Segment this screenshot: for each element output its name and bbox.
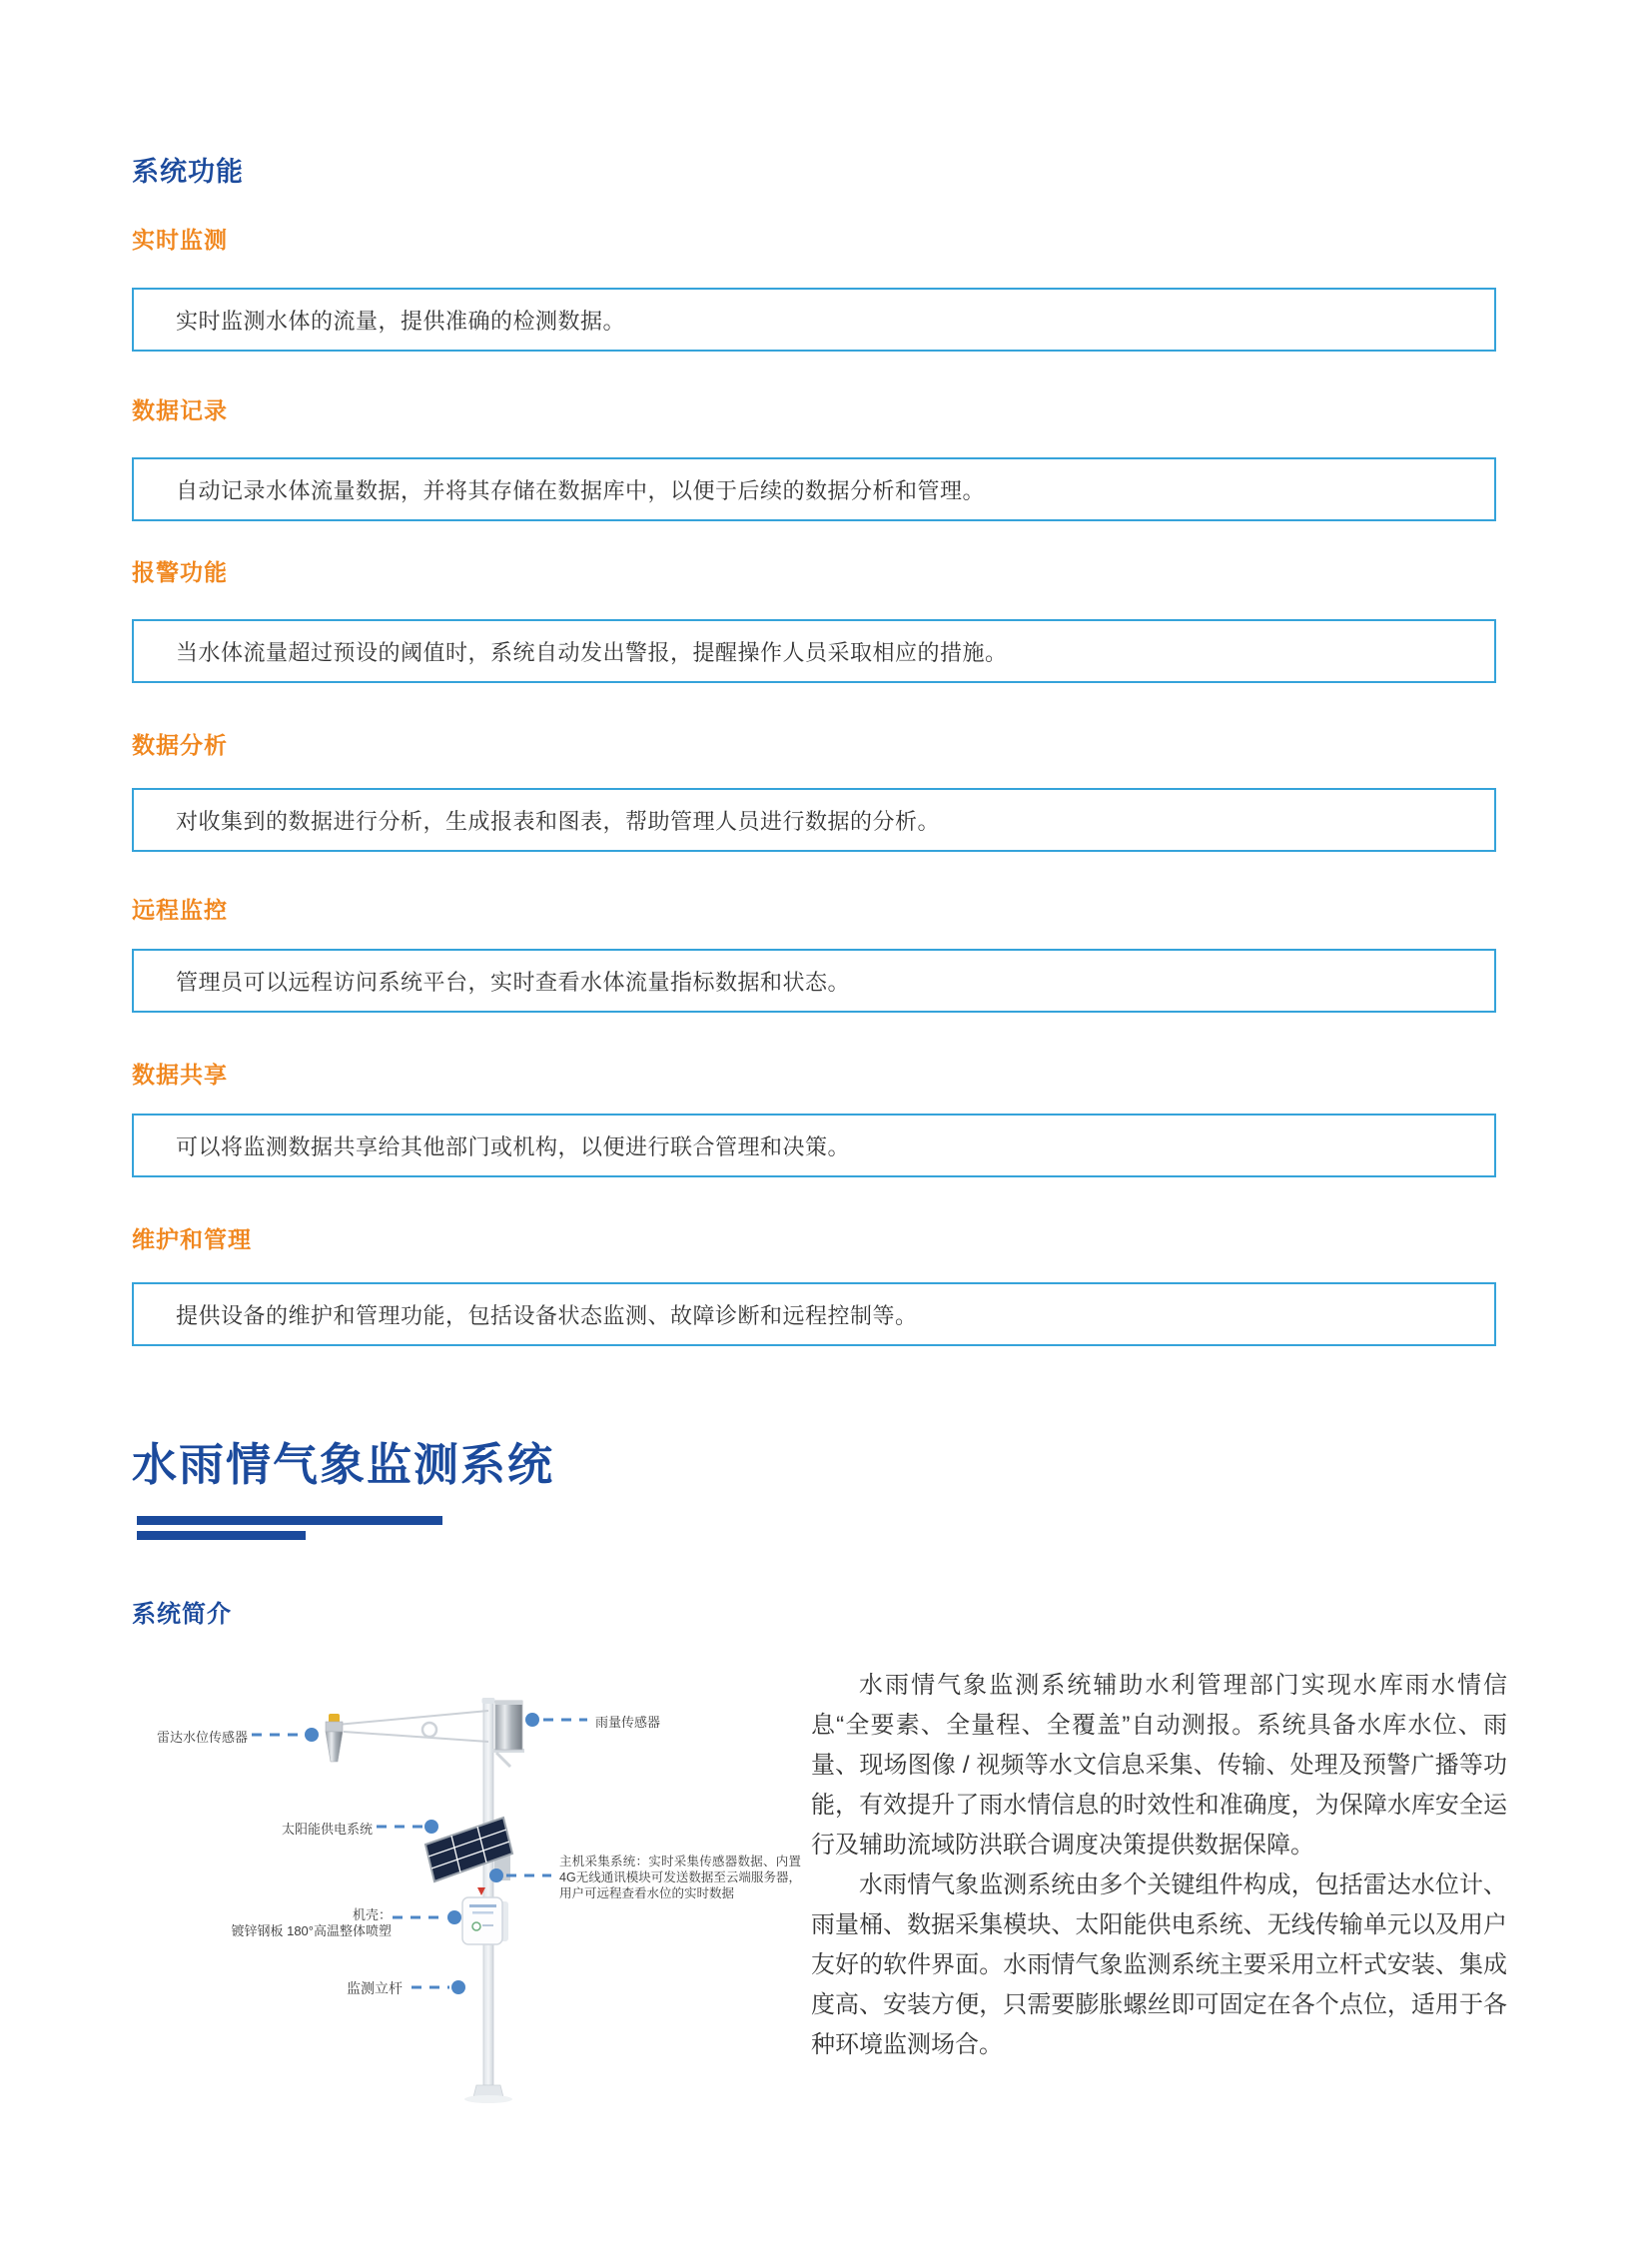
feature-heading-recording: 数据记录 xyxy=(132,397,228,423)
feature-heading-analysis: 数据分析 xyxy=(132,732,228,758)
intro-text-block xyxy=(811,1666,1507,2065)
label-solar-system: 太阳能供电系统 xyxy=(282,1822,374,1837)
feature-text: 对收集到的数据进行分析，生成报表和图表，帮助管理人员进行数据的分析。 xyxy=(176,808,941,834)
feature-text: 可以将监测数据共享给其他部门或机构，以便进行联合管理和决策。 xyxy=(176,1133,851,1159)
intro-paragraph-1: 水雨情气象监测系统辅助水利管理部门实现水库雨水情信息“全要素、全量程、全覆盖”自动测报。系统具备水库水位、雨量、现场图像 / 视频等水文信息采集、传输、处理及预警广播等功能，有效提升了雨水情信息的时效性和准确度，为保障水库安全运行及辅助流域防洪联合调度决策提供数据保障。 xyxy=(811,1672,1507,1859)
feature-text: 提供设备的维护和管理功能，包括设备状态监测、故障诊断和远程控制等。 xyxy=(176,1302,918,1328)
feature-box-alarm xyxy=(132,619,1496,683)
label-enclosure-line2: 镀锌钢板 180°高温整体喷塑 xyxy=(231,1923,392,1938)
feature-heading-maintenance: 维护和管理 xyxy=(132,1226,252,1252)
label-enclosure-line1: 机壳： xyxy=(352,1907,392,1922)
feature-box-remote xyxy=(132,949,1496,1013)
callout-lines xyxy=(252,1720,587,1987)
title-underline-long xyxy=(137,1516,442,1525)
feature-heading-sharing: 数据共享 xyxy=(132,1062,228,1088)
intro-heading: 系统简介 xyxy=(132,1601,232,1628)
label-rain-sensor: 雨量传感器 xyxy=(595,1715,661,1730)
arm-graphic xyxy=(337,1711,488,1742)
title-underline-short xyxy=(137,1531,306,1540)
feature-text: 实时监测水体的流量，提供准确的检测数据。 xyxy=(176,308,626,334)
label-collector-note: 主机采集系统：实时采集传感器数据、内置4G无线通讯模块可发送数据至云端服务器，用户可远程查看水位的实时数据 xyxy=(559,1855,801,1900)
feature-box-recording xyxy=(132,457,1496,521)
feature-heading-realtime: 实时监测 xyxy=(132,227,228,253)
label-enclosure xyxy=(198,1907,392,1939)
feature-box-maintenance xyxy=(132,1282,1496,1346)
feature-text: 自动记录水体流量数据，并将其存储在数据库中，以便于后续的数据分析和管理。 xyxy=(176,477,986,503)
radar-sensor-graphic xyxy=(326,1714,343,1762)
feature-box-sharing xyxy=(132,1114,1496,1177)
feature-heading-alarm: 报警功能 xyxy=(132,559,228,585)
label-radar-sensor: 雷达水位传感器 xyxy=(156,1730,248,1745)
rain-gauge-graphic xyxy=(492,1701,524,1767)
feature-heading-remote: 远程监控 xyxy=(132,897,228,923)
feature-text: 当水体流量超过预设的阈值时，系统自动发出警报，提醒操作人员采取相应的措施。 xyxy=(176,639,1008,665)
section-title-system-functions: 系统功能 xyxy=(132,157,244,187)
feature-box-analysis xyxy=(132,788,1496,852)
label-pole: 监测立杆 xyxy=(347,1980,403,1996)
feature-box-realtime xyxy=(132,288,1496,352)
section-title-weather-system: 水雨情气象监测系统 xyxy=(132,1439,555,1490)
feature-text: 管理员可以远程访问系统平台，实时查看水体流量指标数据和状态。 xyxy=(176,969,851,995)
intro-paragraph-2: 水雨情气象监测系统由多个关键组件构成，包括雷达水位计、雨量桶、数据采集模块、太阳能供电系统、无线传输单元以及用户友好的软件界面。水雨情气象监测系统主要采用立杆式安装、集成度高、安装方便，只需要膨胀螺丝即可固定在各个点位，适用于各种环境监测场合。 xyxy=(811,1871,1507,2058)
